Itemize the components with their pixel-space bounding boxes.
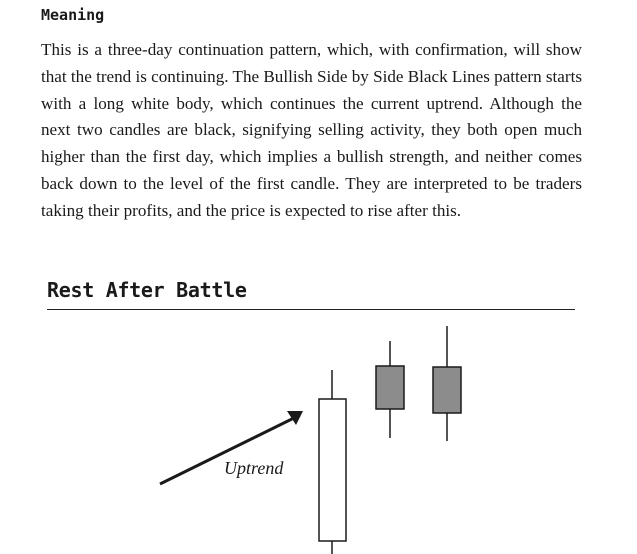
- body-paragraph: This is a three-day continuation pattern, which, with confirmation, will show that the trend is continuing. The Bullish Side by Side Black Lines pattern starts with a long white body, which continues the current uptrend. Although the next two candles are black, signifying selling activity, they both open much higher than the first day, which implies a bullish strength, and neither comes back down to the level of the first candle. They are interpreted to be traders taking their profits, and the price is expected to rise after this.: [41, 40, 582, 220]
- black-candle-1: [376, 341, 404, 438]
- white-candle: [319, 370, 346, 554]
- section-title: Rest After Battle: [47, 278, 247, 302]
- meaning-heading: Meaning: [41, 6, 105, 24]
- black-candle-2: [433, 326, 461, 441]
- uptrend-label: Uptrend: [224, 458, 284, 478]
